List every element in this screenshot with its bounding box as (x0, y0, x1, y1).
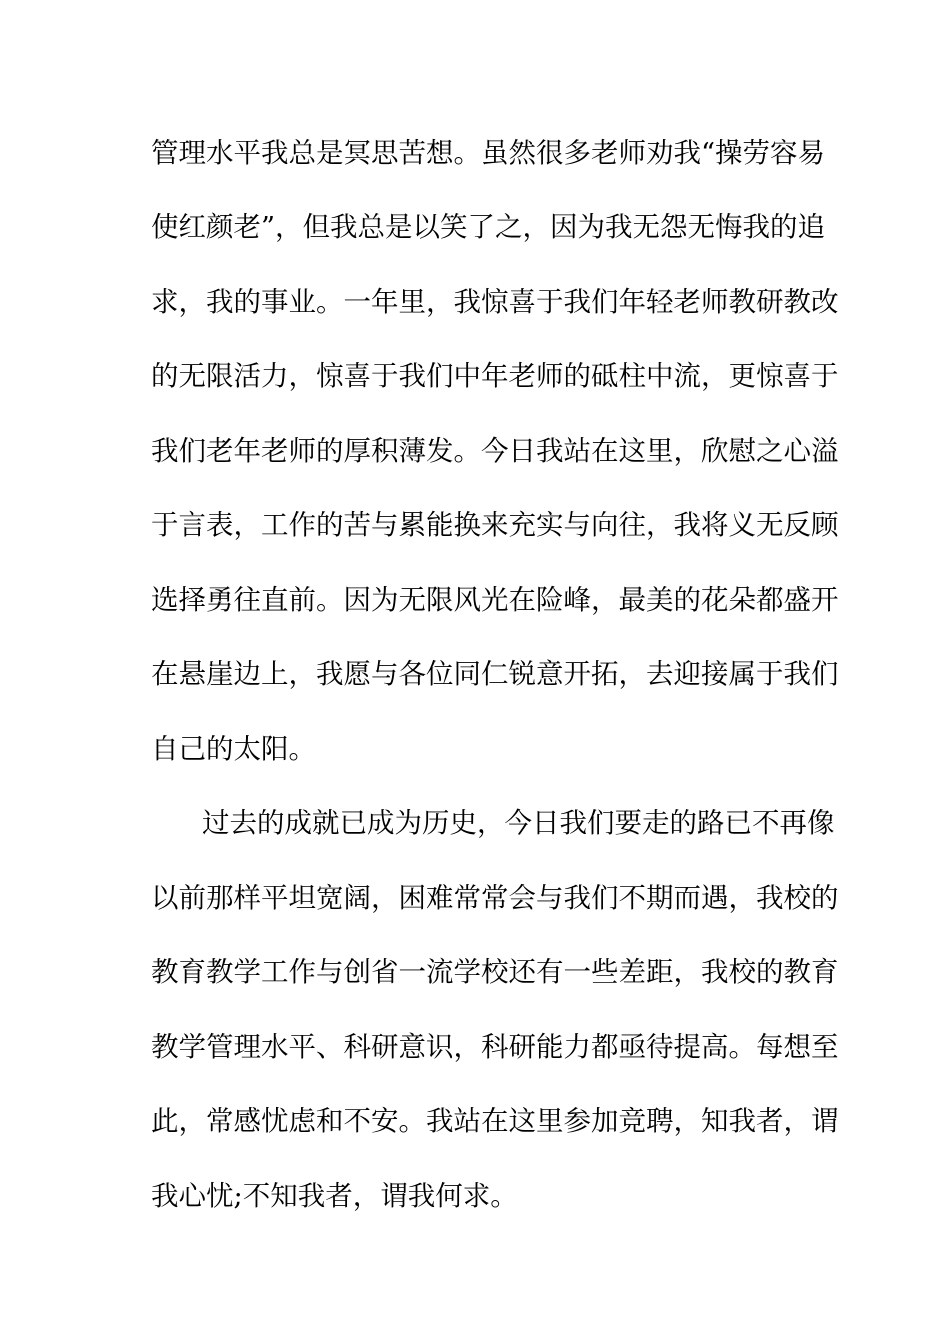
text-line: 教学管理水平、科研意识，科研能力都亟待提高。每想至 (151, 1031, 839, 1063)
text-line: 的无限活力，惊喜于我们中年老师的砥柱中流，更惊喜于 (151, 360, 839, 392)
text-line: 使红颜老”，但我总是以笑了之，因为我无怨无悔我的追 (151, 211, 826, 243)
text-line: 此，常感忧虑和不安。我站在这里参加竞聘，知我者，谓 (151, 1105, 839, 1137)
text-line: 选择勇往直前。因为无限风光在险峰，最美的花朵都盛开 (151, 584, 839, 616)
text-line: 求，我的事业。一年里，我惊喜于我们年轻老师教研教改 (151, 286, 839, 318)
paragraph-first-line: 过去的成就已成为历史，今日我们要走的路已不再像 (202, 807, 835, 839)
text-line: 教育教学工作与创省一流学校还有一些差距，我校的教育 (151, 956, 839, 988)
text-line: 于言表，工作的苦与累能换来充实与向往，我将义无反顾 (151, 509, 839, 541)
text-line: 自己的太阳。 (151, 733, 316, 765)
text-line: 管理水平我总是冥思苦想。虽然很多老师劝我“操劳容易 (151, 137, 826, 169)
text-line: 在悬崖边上，我愿与各位同仁锐意开拓，去迎接属于我们 (151, 658, 839, 690)
text-line: 我们老年老师的厚积薄发。今日我站在这里，欣慰之心溢 (151, 435, 839, 467)
text-line: 我心忧;不知我者，谓我何求。 (151, 1180, 518, 1212)
text-line: 以前那样平坦宽阔，困难常常会与我们不期而遇，我校的 (151, 882, 839, 914)
